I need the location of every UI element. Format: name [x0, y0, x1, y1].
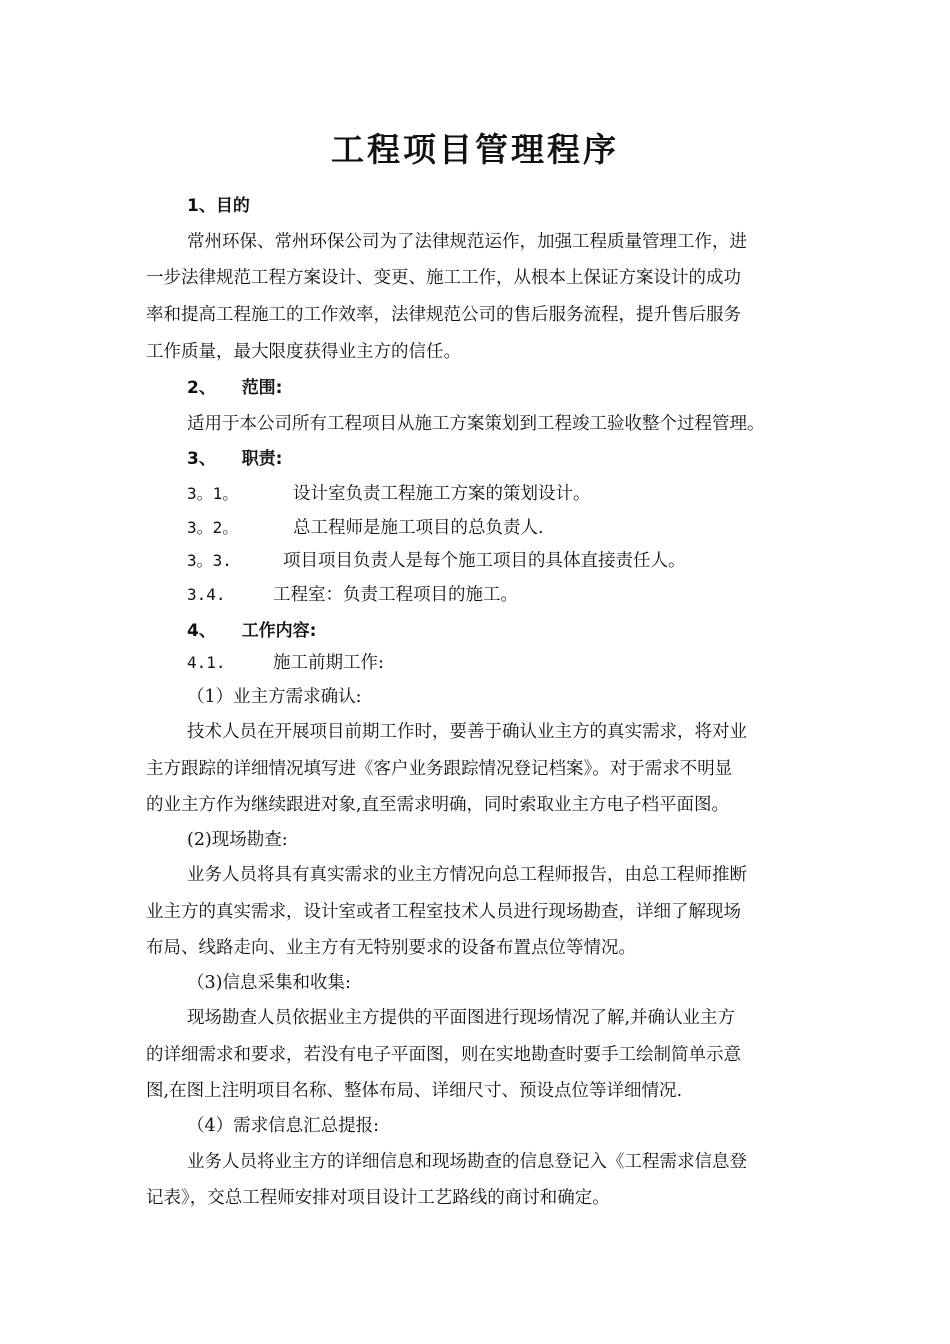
responsibility-item — [187, 582, 518, 608]
paragraph-heading: （4）需求信息汇总提报: — [187, 1116, 380, 1136]
subsection-4-1 — [187, 650, 384, 676]
responsibility-item — [187, 515, 544, 541]
item-text: 总工程师是施工项目的总负责人. — [293, 518, 544, 538]
section-3-heading — [187, 446, 283, 472]
section-3-label: 职责: — [241, 449, 283, 469]
section-1-heading: 1、目的 — [187, 196, 250, 216]
paragraph-line: 主方跟踪的详细情况填写进《客户业务跟踪情况登记档案》。对于需求不明显 — [146, 759, 733, 779]
paragraph-line: 的业主方作为继续跟进对象,直至需求明确，同时索取业主方电子档平面图。 — [146, 795, 730, 815]
paragraph-line: 布局、线路走向、业主方有无特别要求的设备布置点位等情况。 — [146, 938, 636, 958]
section-1-line: 常州环保、常州环保公司为了法律规范运作，加强工程质量管理工作，进 — [187, 232, 747, 252]
document-title: 工程项目管理程序 — [331, 130, 619, 169]
subsection-text: 施工前期工作: — [273, 653, 384, 673]
item-text: 工程室：负责工程项目的施工。 — [273, 585, 518, 605]
responsibility-item — [187, 548, 686, 574]
item-number: 3.4. — [187, 585, 226, 604]
paragraph-line: 现场勘查人员依据业主方提供的平面图进行现场情况了解,并确认业主方 — [187, 1008, 736, 1028]
paragraph-line: 业务人员将具有真实需求的业主方情况向总工程师报告，由总工程师推断 — [187, 865, 747, 885]
paragraph-heading: （1）业主方需求确认: — [187, 687, 362, 707]
paragraph-line: 技术人员在开展项目前期工作时，要善于确认业主方的真实需求，将对业 — [187, 722, 747, 742]
section-2-label: 范围: — [241, 378, 283, 398]
section-4-heading — [187, 618, 317, 644]
section-1-line: 工作质量，最大限度获得业主方的信任。 — [146, 342, 461, 362]
section-2-text: 适用于本公司所有工程项目从施工方案策划到工程竣工验收整个过程管理。 — [187, 414, 765, 434]
section-1-line: 一步法律规范工程方案设计、变更、施工工作，从根本上保证方案设计的成功 — [146, 268, 741, 288]
section-4-label: 工作内容: — [241, 621, 317, 641]
item-text: 项目项目负责人是每个施工项目的具体直接责任人。 — [283, 551, 686, 571]
item-number: 3。2。 — [187, 518, 239, 537]
responsibility-item — [187, 481, 591, 507]
item-number: 3。3. — [187, 551, 232, 570]
paragraph-heading: （3)信息采集和收集: — [187, 973, 351, 993]
section-3-number: 3、 — [187, 449, 216, 469]
paragraph-heading: (2)现场勘查: — [187, 830, 288, 850]
section-2-heading — [187, 375, 283, 401]
paragraph-line: 业务人员将业主方的详细信息和现场勘查的信息登记入《工程需求信息登 — [187, 1152, 747, 1172]
item-number: 3。1。 — [187, 484, 239, 503]
section-4-number: 4、 — [187, 621, 216, 641]
section-2-number: 2、 — [187, 378, 216, 398]
subsection-number: 4.1. — [187, 653, 226, 672]
paragraph-line: 业主方的真实需求，设计室或者工程室技术人员进行现场勘查，详细了解现场 — [146, 902, 741, 922]
section-1-line: 率和提高工程施工的工作效率，法律规范公司的售后服务流程，提升售后服务 — [146, 305, 741, 325]
paragraph-line: 的详细需求和要求，若没有电子平面图，则在实地勘查时要手工绘制简单示意 — [146, 1045, 741, 1065]
item-text: 设计室负责工程施工方案的策划设计。 — [293, 484, 591, 504]
paragraph-line: 记表》，交总工程师安排对项目设计工艺路线的商讨和确定。 — [146, 1188, 610, 1208]
paragraph-line: 图,在图上注明项目名称、整体布局、详细尺寸、预设点位等详细情况. — [146, 1081, 683, 1101]
